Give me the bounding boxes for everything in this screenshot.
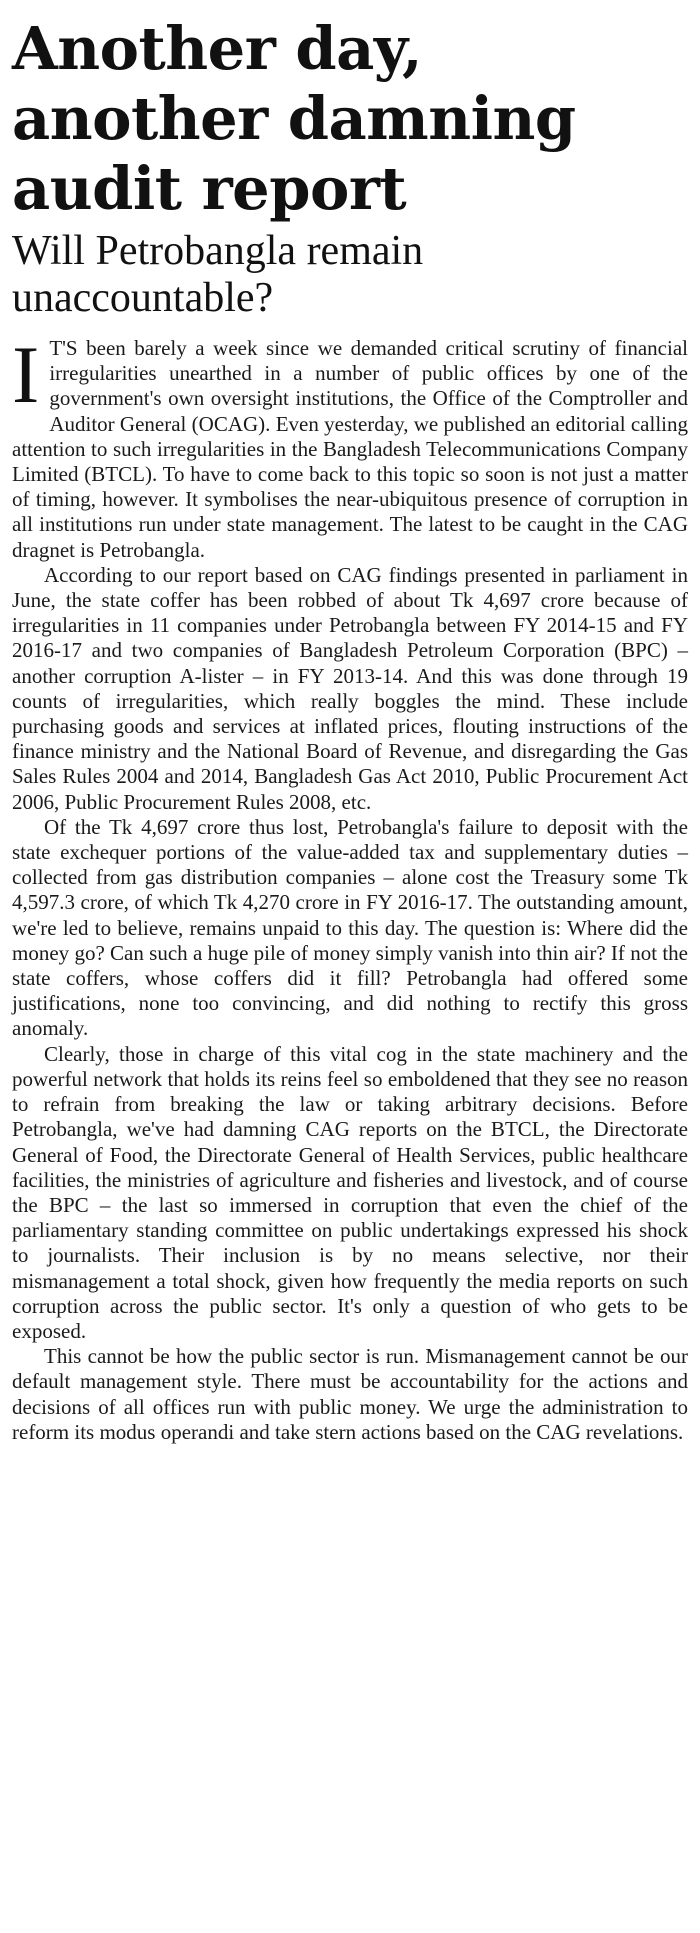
body-paragraph-3: Of the Tk 4,697 crore thus lost, Petrobangla's failure to deposit with the state exchequer portions of the value-added tax and supplementary duties – collected from gas distribution companies – alone cost the Treasury some Tk 4,597.3 crore, of which Tk 4,270 crore in FY 2016-17. The outstanding amount, we're led to believe, remains unpaid to this day. The question is: Where did the money go? Can such a huge pile of money simply vanish into thin air? If not the state coffers, whose coffers did it fill? Petrobangla had offered some justifications, none too convincing, and did nothing to rectify this gross anomaly. — [12, 814, 688, 1041]
body-paragraph-1 — [12, 329, 688, 563]
editorial-article — [12, 14, 688, 1445]
headline: Another day, another damning audit report — [12, 14, 576, 223]
paragraph-1-text: T'S been barely a week since we demanded critical scrutiny of financial irregularities unearthed in a number of public offices by one of the government's own oversight institutions, the Office of the Comptroller and Auditor General (OCAG). Even yesterday, we published an editorial calling attention to such irregularities in the Bangladesh Telecommunications Company Limited (BTCL). To have to come back to this topic so soon is not just a matter of timing, however. It symbolises the near-ubiquitous presence of corruption in all institutions run under state management. The latest to be caught in the CAG dragnet is Petrobangla. — [12, 336, 688, 562]
article-body — [12, 329, 688, 1445]
drop-cap: I — [12, 329, 40, 420]
body-paragraph-2: According to our report based on CAG findings presented in parliament in June, the state coffer has been robbed of about Tk 4,697 crore because of irregularities in 11 companies under Petrobangla between FY 2014-15 and FY 2016-17 and two companies of Bangladesh Petroleum Corporation (BPC) – another corruption A-lister – in FY 2013-14. And this was done through 19 counts of irregularities, which really boggles the mind. These include purchasing goods and services at inflated prices, flouting instructions of the finance ministry and the National Board of Revenue, and disregarding the Gas Sales Rules 2004 and 2014, Bangladesh Gas Act 2010, Public Procurement Act 2006, Public Procurement Rules 2008, etc. — [12, 562, 688, 814]
subheadline: Will Petrobangla remain unaccountable? — [12, 228, 424, 321]
body-paragraph-4: Clearly, those in charge of this vital cog in the state machinery and the powerful network that holds its reins feel so emboldened that they see no reason to refrain from breaking the law or taking arbitrary decisions. Before Petrobangla, we've had damning CAG reports on the BTCL, the Directorate General of Food, the Directorate General of Health Services, public healthcare facilities, the ministries of agriculture and fisheries and livestock, and of course the BPC – the last so immersed in corruption that even the chief of the parliamentary standing committee on public undertakings expressed his shock to journalists. Their inclusion is by no means selective, nor their mismanagement a total shock, given how frequently the media reports on such corruption across the public sector. It's only a question of who gets to be exposed. — [12, 1041, 688, 1343]
body-paragraph-5: This cannot be how the public sector is run. Mismanagement cannot be our default management style. There must be accountability for the actions and decisions of all offices run with public money. We urge the administration to reform its modus operandi and take stern actions based on the CAG revelations. — [12, 1344, 688, 1444]
